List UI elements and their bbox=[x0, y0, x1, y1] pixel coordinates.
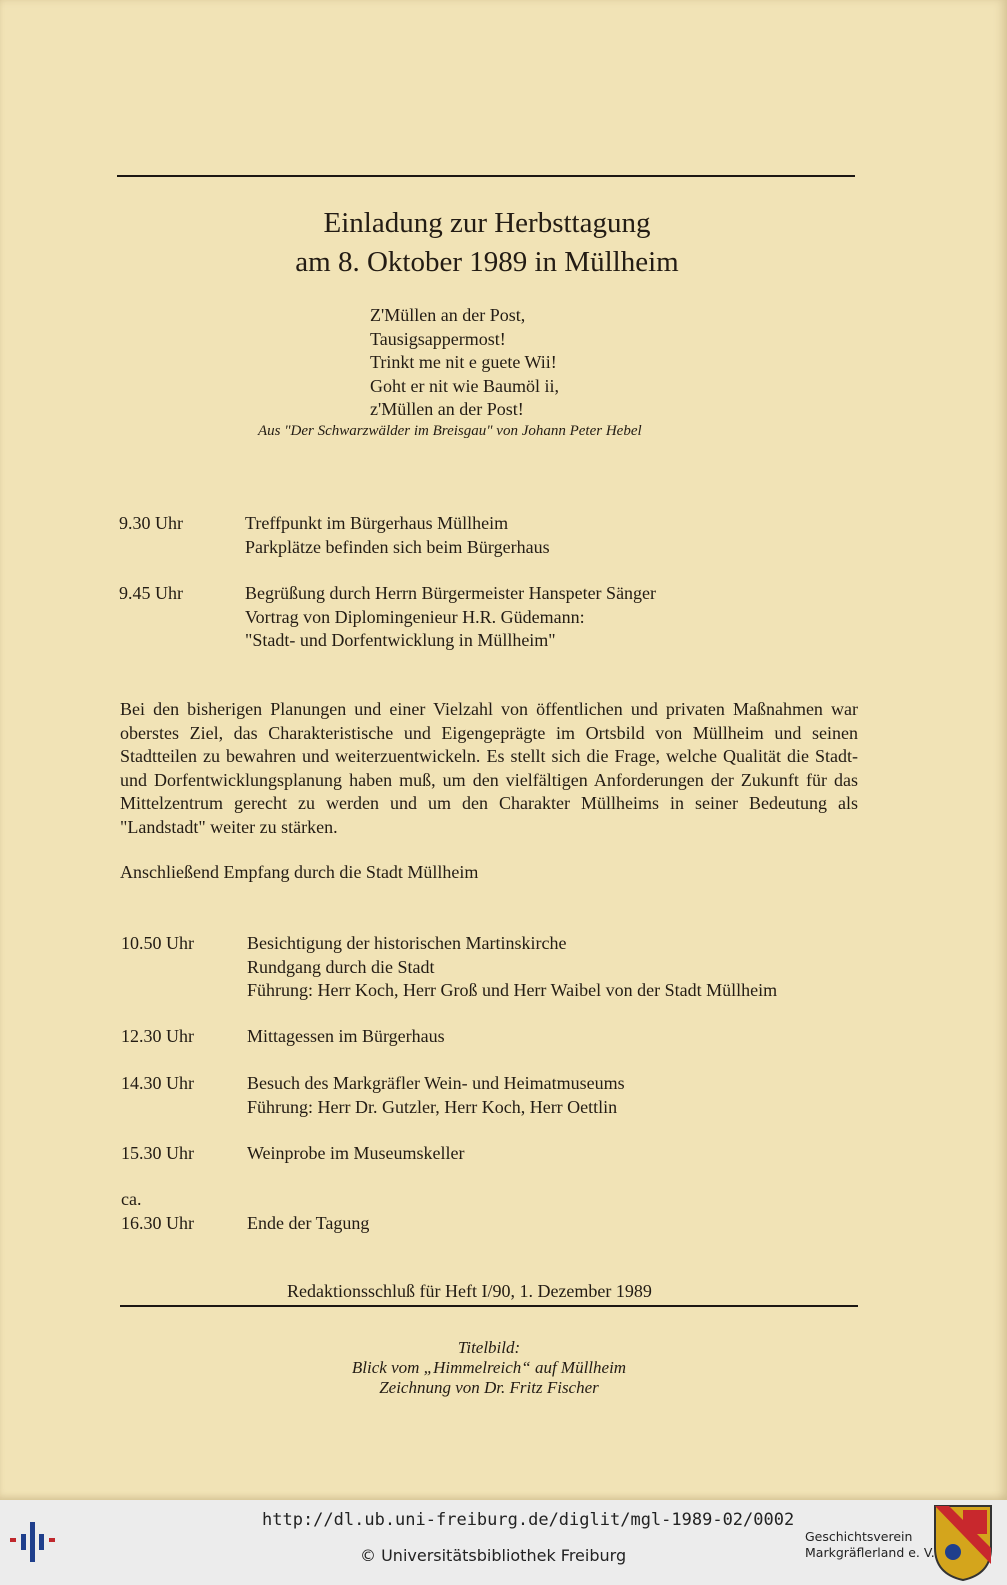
schedule-text: Parkplätze befinden sich beim Bürgerhaus bbox=[245, 536, 550, 557]
page-title: Einladung zur Herbsttagung bbox=[323, 207, 651, 239]
footer-bar bbox=[0, 1500, 1007, 1585]
schedule-text: Ende der Tagung bbox=[247, 1212, 370, 1233]
society-line: Markgräflerland e. V. bbox=[805, 1545, 935, 1560]
schedule-text: Weinprobe im Museumskeller bbox=[247, 1143, 465, 1163]
poem-line: Goht er nit wie Baumöl ii, bbox=[370, 375, 559, 396]
schedule-text: Treffpunkt im Bürgerhaus Müllheim bbox=[245, 513, 509, 533]
caption-title: Titelbild: bbox=[457, 1338, 521, 1357]
schedule-time: 12.30 Uhr bbox=[121, 1026, 194, 1046]
poem bbox=[370, 304, 559, 422]
caption-line: Zeichnung von Dr. Fritz Fischer bbox=[379, 1378, 599, 1397]
bottom-rule bbox=[120, 1305, 858, 1307]
ub-freiburg-logo-icon[interactable] bbox=[10, 1516, 62, 1568]
page-subtitle: am 8. Oktober 1989 in Müllheim bbox=[295, 246, 679, 278]
schedule-time: 16.30 Uhr bbox=[121, 1212, 194, 1233]
schedule-time: 9.45 Uhr bbox=[119, 583, 183, 603]
schedule-text: Besuch des Markgräfler Wein- und Heimatmuseums bbox=[247, 1073, 625, 1093]
schedule-time: 9.30 Uhr bbox=[119, 513, 183, 533]
schedule-time: 14.30 Uhr bbox=[121, 1073, 194, 1093]
schedule-text: Führung: Herr Koch, Herr Groß und Herr Waibel von der Stadt Müllheim bbox=[247, 980, 778, 1000]
poem-line: Tausigsappermost! bbox=[370, 328, 506, 349]
schedule-time: 10.50 Uhr bbox=[121, 933, 194, 953]
caption-line: Blick vom „Himmelreich“ auf Müllheim bbox=[351, 1358, 627, 1377]
coat-of-arms-icon bbox=[933, 1504, 993, 1582]
schedule-time: 15.30 Uhr bbox=[121, 1143, 194, 1163]
schedule-text: "Stadt- und Dorfentwicklung in Müllheim" bbox=[245, 630, 556, 650]
poem-line: z'Müllen an der Post! bbox=[370, 399, 524, 419]
society-line: Geschichtsverein bbox=[805, 1529, 913, 1544]
schedule-text: Führung: Herr Dr. Gutzler, Herr Koch, Herr Oettlin bbox=[247, 1096, 618, 1117]
schedule-text: Mittagessen im Bürgerhaus bbox=[247, 1026, 445, 1046]
top-rule bbox=[117, 175, 855, 177]
poem-source: Aus "Der Schwarzwälder im Breisgau" von Johann Peter Hebel bbox=[258, 423, 642, 439]
schedule-text: Vortrag von Diplomingenieur H.R. Güdemann: bbox=[245, 606, 585, 627]
poem-line: Trinkt me nit e guete Wii! bbox=[370, 352, 557, 372]
copyright: © Universitätsbibliothek Freiburg bbox=[360, 1546, 627, 1565]
schedule-text: Rundgang durch die Stadt bbox=[247, 956, 435, 977]
schedule-time-prefix: ca. bbox=[121, 1189, 142, 1209]
deadline-note: Redaktionsschluß für Heft I/90, 1. Dezember 1989 bbox=[287, 1281, 652, 1301]
society-name bbox=[805, 1529, 935, 1561]
source-url[interactable]: http://dl.ub.uni-freiburg.de/diglit/mgl-1989-02/0002 bbox=[262, 1510, 795, 1530]
poem-line: Z'Müllen an der Post, bbox=[370, 305, 526, 325]
schedule-text: Begrüßung durch Herrn Bürgermeister Hanspeter Sänger bbox=[245, 583, 657, 603]
reception-note: Anschließend Empfang durch die Stadt Müllheim bbox=[120, 862, 479, 882]
body-paragraph: Bei den bisherigen Planungen und einer Vielzahl von öffentlichen und privaten Maßnahmen war oberstes Ziel, das Charakteristische und Eigengeprägte im Ortsbild von Müllheim und seinen Stadtteilen zu bewahren und weiterzuentwickeln. Es stellt sich die Frage, welche Qualität die Stadt- und Dorfentwicklungsplanung haben muß, um den vielfältigen Anforderungen der Zukunft für das Mittelzentrum gerecht zu werden und um den Charakter Müllheims in seiner Bedeutung als "Landstadt" weiter zu stärken. bbox=[120, 699, 858, 837]
schedule-text: Besichtigung der historischen Martinskirche bbox=[247, 933, 567, 953]
